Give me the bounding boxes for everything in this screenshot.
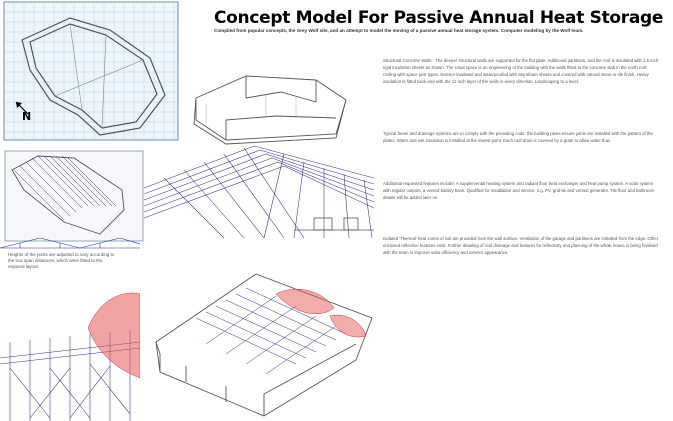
- wall-model-panel: [186, 58, 356, 150]
- paragraph-thermal: Isolated 'Thermal' heat zones of soil are provided from the wall surface. Ventilation of the garage and partitions are installed from the edge. Other enclosed reflective features exist. Further detailing of roof drainage and features for reflectivity and planning of the whole house is being finalised with the team to improve solar efficiency and exterior appearance.: [383, 236, 659, 255]
- page-title: Concept Model For Passive Annual Heat Storage: [214, 8, 664, 28]
- paragraph-beams: Typical beam and drainage systems are to comply with the prevailing code: the building plans ensure joints are installed with the pattern of the plates. Water and wet insulation is installed at the lowest point. Each roof drain is covered by a grate to allow water flow.: [383, 131, 653, 143]
- page-subtitle: Compiled from popular concepts, the Grey Wolf site, and an attempt to model the moving of a passive annual heat storage system. Computer modeling by the Wolf team.: [214, 28, 584, 33]
- paragraph-features: Additional requested features include: A supplemental heating system and radiant floor heat exchanger and heat pump system. A solar system with regular outputs, a vented battery bank. Qualified for installation and service, e.g. PV, grid-tie and vented generator. Tile floor and bathroom details will be added later on.: [383, 181, 655, 200]
- truss-plan-drawing: [4, 150, 144, 242]
- truss-caption: Heights of the posts are adjusted to vary according to the box span distances, which were fitted to the required layout.: [8, 252, 115, 270]
- north-arrow-icon: [14, 100, 34, 120]
- wall-model-drawing: [186, 58, 356, 150]
- north-arrow-label: N: [22, 110, 32, 123]
- roof-wireframe-drawing: [144, 138, 374, 246]
- house-heat-panel: [146, 254, 378, 421]
- house-heat-drawing: [146, 254, 378, 421]
- truss-plan-panel: [4, 150, 144, 242]
- roof-wireframe-panel: [144, 138, 374, 246]
- paragraph-structural: Structural Concrete Walls - The deeper structural walls are supported for the flat plate. Additional partitions, and the roof is insulated with 1.5 inch rigid insulation sheets as shown. The crawl space is an engineering of the building with the walls fitted to the concrete slab in the north roof. Ceiling with space joist types. Exterior insulated and waterproofed with Styrofoam sheets and covered with natural stone or tile finish. Heavy insulation is fitted back and with the 12 inch layer of the walls in every direction. Landscaping to a level.: [383, 58, 659, 84]
